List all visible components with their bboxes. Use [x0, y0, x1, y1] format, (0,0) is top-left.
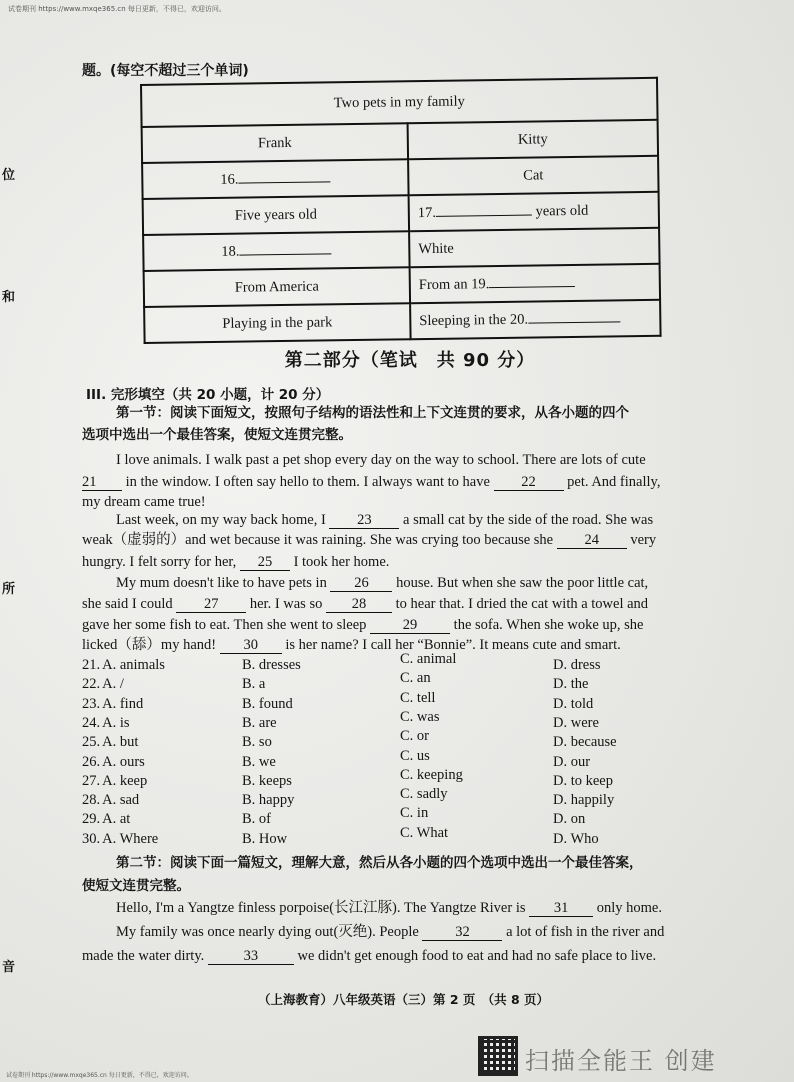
blank-28[interactable]: 28	[326, 596, 392, 613]
question-number: 22.	[82, 676, 101, 693]
blank-suffix: years old	[535, 202, 589, 219]
option-b[interactable]: B. are	[242, 714, 277, 731]
passage-text: her. I was so	[249, 596, 323, 612]
answer-blank-17[interactable]	[436, 214, 532, 216]
scanner-watermark: 扫描全能王 创建	[525, 1047, 717, 1075]
option-row-27	[82, 772, 147, 791]
passage-text: she said I could	[82, 596, 173, 612]
passage-text: My family was once nearly dying out(灭绝). People	[116, 924, 419, 940]
question-number: 21.	[82, 657, 101, 673]
passage-text: only home.	[596, 900, 662, 916]
option-d[interactable]: D. to keep	[553, 772, 613, 789]
table-title: Two pets in my family	[141, 78, 658, 127]
option-b[interactable]: B. dresses	[242, 657, 301, 673]
option-row-25	[82, 733, 138, 752]
section-three-heading: III. 完形填空（共 20 小题，计 20 分）	[86, 387, 330, 403]
passage-line	[82, 946, 656, 966]
passage-line	[116, 922, 664, 942]
blank-27[interactable]: 27	[176, 596, 246, 613]
blank-22[interactable]: 22	[494, 474, 564, 491]
option-a[interactable]: A. is	[102, 714, 130, 731]
answer-blank-18[interactable]	[239, 253, 331, 255]
option-d[interactable]: D. the	[553, 676, 589, 693]
passage-text: the sofa. When she woke up, she	[453, 617, 644, 633]
question-number: 25.	[82, 734, 101, 751]
pets-table	[140, 77, 662, 344]
table-cell: Cat	[408, 156, 658, 195]
blank-21[interactable]: 21	[82, 474, 122, 491]
qr-code-icon	[478, 1036, 518, 1076]
question-number: 26.	[82, 753, 101, 770]
passage-text: Last week, on my way back home, I	[116, 512, 326, 528]
passage-line	[82, 472, 660, 492]
option-c[interactable]: C. us	[400, 747, 430, 764]
margin-char-2: 和	[2, 290, 16, 305]
table-cell: Kitty	[408, 120, 658, 159]
option-row-28	[82, 791, 139, 810]
passage-text: Hello, I'm a Yangtze finless porpoise(长江江豚). The Yangtze River is	[116, 900, 526, 916]
option-b[interactable]: B. so	[242, 734, 272, 751]
option-d[interactable]: D. Who	[553, 830, 599, 847]
passage-text: made the water dirty.	[82, 948, 205, 964]
passage-line	[82, 594, 648, 614]
option-b[interactable]: B. happy	[242, 792, 295, 809]
option-a[interactable]: A. sad	[102, 792, 140, 809]
option-b[interactable]: B. found	[242, 695, 293, 712]
passage-text: to hear that. I dried the cat with a towel and	[395, 596, 649, 612]
blank-33[interactable]: 33	[208, 948, 294, 965]
answer-blank-19[interactable]	[489, 285, 575, 287]
option-row-30	[82, 830, 158, 849]
option-d[interactable]: D. our	[553, 753, 591, 770]
passage-text: very	[630, 532, 657, 548]
option-c[interactable]: C. an	[400, 670, 431, 687]
passage-text: I took her home.	[293, 554, 390, 570]
passage-text: a lot of fish in the river and	[506, 924, 665, 940]
passage-text: licked（舔）my hand!	[82, 637, 217, 653]
option-b[interactable]: B. How	[242, 830, 288, 847]
question-number: 24.	[82, 714, 101, 731]
option-a[interactable]: A. but	[102, 734, 139, 751]
blank-26[interactable]: 26	[330, 575, 392, 592]
option-c[interactable]: C. keeping	[400, 766, 463, 783]
option-c[interactable]: C. in	[400, 805, 429, 822]
table-cell: Playing in the park	[144, 303, 410, 343]
option-c[interactable]: C. or	[400, 728, 429, 745]
passage-line: I love animals. I walk past a pet shop every day on the way to school. There are lots of cute	[116, 452, 646, 468]
option-a[interactable]: A. /	[102, 676, 124, 693]
table-cell	[142, 159, 408, 199]
passage-line	[82, 552, 389, 572]
passage-text: hungry. I felt sorry for her,	[82, 554, 237, 570]
margin-char-3: 所	[2, 582, 16, 597]
margin-char-1: 位	[2, 168, 16, 183]
answer-blank-20[interactable]	[528, 321, 620, 323]
passage-text: gave her some fish to eat. Then she went to sleep	[82, 617, 367, 633]
blank-label: From an 19.	[418, 275, 490, 293]
option-d[interactable]: D. told	[553, 695, 594, 712]
blank-label: Sleeping in the 20.	[419, 311, 529, 329]
option-c[interactable]: C. tell	[400, 689, 436, 706]
passage-text: is her name? I call her “Bonnie”. It means cute and smart.	[285, 637, 621, 653]
passage-text: a small cat by the side of the road. She was	[403, 512, 654, 528]
option-b[interactable]: B. we	[242, 753, 276, 770]
table-cell	[143, 231, 409, 271]
option-row-22	[82, 675, 124, 694]
passage-text: pet. And finally,	[567, 474, 661, 490]
option-b[interactable]: B. of	[242, 811, 271, 828]
table-cell: White	[409, 228, 659, 267]
passage-text: house. But when she saw the poor little cat,	[396, 575, 649, 591]
passage-text: My mum doesn't like to have pets in	[116, 575, 327, 591]
option-d[interactable]: D. dress	[553, 657, 601, 673]
question-number: 28.	[82, 792, 101, 809]
passage-line	[82, 530, 656, 550]
option-c[interactable]: C. animal	[400, 651, 457, 667]
option-row-21	[82, 656, 165, 675]
option-row-29	[82, 810, 130, 829]
passage-line	[116, 573, 648, 593]
table-cell	[410, 264, 660, 303]
blank-23[interactable]: 23	[329, 512, 399, 529]
passage-text: we didn't get enough food to eat and had no safe place to live.	[297, 948, 657, 964]
table-cell: Frank	[142, 123, 408, 163]
part-two-title: 第二部分（笔试 共 90 分）	[284, 350, 536, 371]
option-a[interactable]: A. animals	[102, 657, 165, 673]
option-a[interactable]: A. Where	[102, 830, 159, 847]
blank-label: 16.	[220, 171, 239, 188]
table-cell: Five years old	[143, 195, 409, 235]
option-row-24	[82, 714, 130, 733]
section-two-instruction-cont: 使短文连贯完整。	[82, 878, 190, 894]
option-a[interactable]: A. at	[102, 811, 131, 828]
option-b[interactable]: B. a	[242, 676, 266, 693]
question-number: 29.	[82, 811, 101, 828]
option-d[interactable]: D. happily	[553, 792, 615, 809]
option-b[interactable]: B. keeps	[242, 772, 292, 789]
section-one-instruction: 第一节：阅读下面短文，按照句子结构的语法性和上下文连贯的要求，从各小题的四个	[116, 405, 629, 421]
table-cell: From America	[144, 267, 410, 307]
answer-blank-16[interactable]	[238, 181, 330, 183]
passage-line	[82, 635, 621, 655]
option-a[interactable]: A. keep	[102, 772, 148, 789]
blank-label: 17.	[417, 204, 437, 221]
table-cell	[409, 192, 659, 231]
passage-line	[82, 615, 643, 635]
passage-text: weak（虚弱的）and wet because it was raining. She was crying too because she	[82, 532, 554, 548]
option-d[interactable]: D. were	[553, 714, 599, 731]
passage-text: in the window. I often say hello to them. I always want to have	[125, 474, 490, 490]
table-instruction: 题。(每空不超过三个单词)	[82, 63, 249, 79]
section-one-instruction-cont: 选项中选出一个最佳答案，使短文连贯完整。	[82, 427, 352, 443]
passage-line: my dream came true!	[82, 494, 206, 510]
option-a[interactable]: A. find	[102, 695, 144, 712]
section-two-instruction: 第二节：阅读下面一篇短文，理解大意，然后从各小题的四个选项中选出一个最佳答案，	[116, 855, 643, 871]
header-url-line: 试卷期刊 https://www.mxqe365.cn 每日更新，不得已，欢迎访问。	[8, 5, 226, 13]
blank-label: 18.	[221, 243, 240, 260]
option-c[interactable]: C. was	[400, 708, 440, 725]
option-row-26	[82, 753, 145, 772]
question-number: 23.	[82, 695, 101, 712]
table-cell	[410, 300, 660, 339]
footer-url-line: 试卷期刊 https://www.mxqe365.cn 每日更新，不得已，欢迎访问。	[6, 1072, 193, 1079]
passage-line	[116, 510, 653, 530]
blank-24[interactable]: 24	[557, 532, 627, 549]
blank-31[interactable]: 31	[529, 900, 593, 917]
option-d[interactable]: D. on	[553, 811, 586, 828]
passage-line	[116, 898, 662, 918]
option-c[interactable]: C. sadly	[400, 786, 448, 803]
blank-25[interactable]: 25	[240, 554, 290, 571]
blank-30[interactable]: 30	[220, 637, 282, 654]
question-number: 27.	[82, 772, 101, 789]
blank-32[interactable]: 32	[422, 924, 502, 941]
option-row-23	[82, 695, 143, 714]
option-d[interactable]: D. because	[553, 734, 617, 751]
option-a[interactable]: A. ours	[102, 753, 145, 770]
question-number: 30.	[82, 830, 101, 847]
page-footer: （上海教育）八年级英语（三）第 2 页 （共 8 页）	[258, 992, 550, 1007]
margin-char-4: 音	[2, 960, 16, 975]
option-c[interactable]: C. What	[400, 824, 449, 841]
blank-29[interactable]: 29	[370, 617, 450, 634]
